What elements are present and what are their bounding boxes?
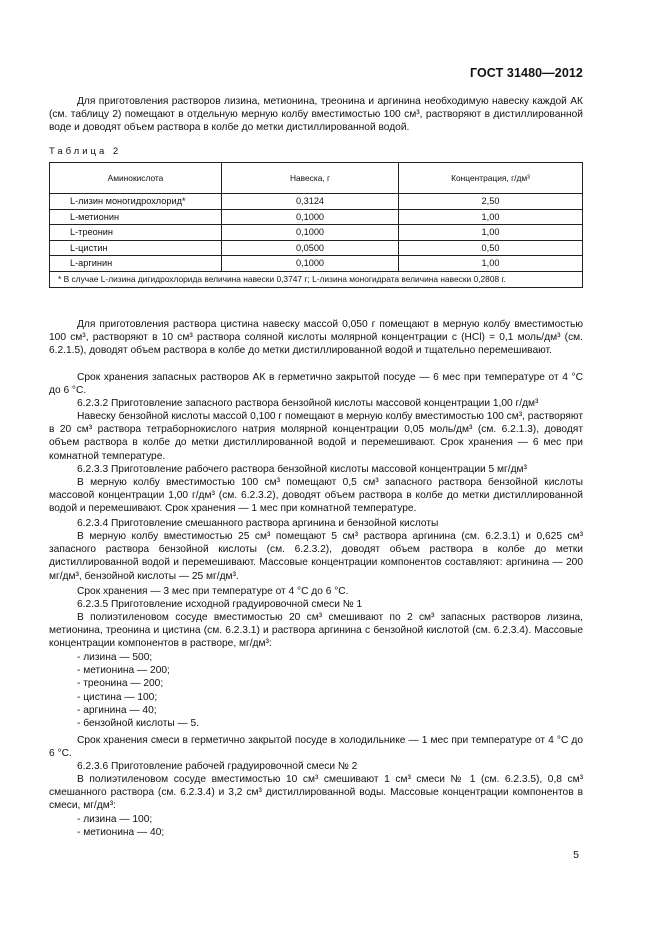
list-item: - метионина — 200; <box>77 665 170 677</box>
table-cell: L-метионин <box>50 209 222 225</box>
table-cell: 0,1000 <box>222 225 399 241</box>
table-cell: 0,50 <box>399 240 583 256</box>
cystine-paragraph: Для приготовления раствора цистина навеску массой 0,050 г помещают в мерную колбу вместимостью 100 см³, растворяют в 10 см³ раствора соляной кислоты молярной концентрации c (HCl) = 0,1 моль/дм³ (см. 6.2.1.5), доводят объем раствора в колбе до метки дистиллированной водой и тщательно перемешивают. <box>49 319 583 357</box>
table-cell: 1,00 <box>399 209 583 225</box>
table-footnote: * В случае L-лизина дигидрохлорида величина навески 0,3747 г; L-лизина моногидрата величина навески 0,2808 г. <box>50 271 583 287</box>
list-item: - бензойной кислоты — 5. <box>77 717 200 729</box>
table-row <box>50 240 583 256</box>
table-header-cell: Аминокислота <box>50 163 222 194</box>
section-6-2-3-5-heading: 6.2.3.5 Приготовление исходной градуировочной смеси № 1 <box>77 599 363 610</box>
benzoic-working-paragraph: В мерную колбу вместимостью 100 см³ помещают 0,5 см³ запасного раствора бензойной кислоты массовой концентрации 1,00 г/дм³ (см. 6.2.3.2), доводят объем раствора в колбе до метки дистиллированной водой и перемешивают. Срок хранения — 1 мес при комнатной температуре. <box>49 477 583 515</box>
table-cell: 2,50 <box>399 194 583 210</box>
table-cell: 0,1000 <box>222 209 399 225</box>
table-header-cell: Концентрация, г/дм³ <box>399 163 583 194</box>
table-cell: 1,00 <box>399 256 583 272</box>
amino-acid-table <box>49 162 583 288</box>
table-row <box>50 256 583 272</box>
mixture-1-concentrations <box>77 651 199 730</box>
section-6-2-3-6-heading: 6.2.3.6 Приготовление рабочей градуировочной смеси № 2 <box>77 761 358 772</box>
table-caption: Таблица 2 <box>49 146 122 157</box>
storage-paragraph: Срок хранения запасных растворов АК в герметично закрытой посуде — 6 мес при температуре от 4 °C до 6 °C. <box>49 372 583 397</box>
list-item: - аргинина — 40; <box>77 704 157 716</box>
table-header-row <box>50 163 583 194</box>
mixed-storage-paragraph: Срок хранения — 3 мес при температуре от 4 °C до 6 °C. <box>77 586 349 597</box>
mixture-1-storage-paragraph: Срок хранения смеси в герметично закрытой посуде в холодильнике — 1 мес при температуре от 4 °C до 6 °C. <box>49 735 583 760</box>
table-cell: 1,00 <box>399 225 583 241</box>
mixture-2-paragraph: В полиэтиленовом сосуде вместимостью 10 см³ смешивают 1 см³ смеси № 1 (см. 6.2.3.5), 0,8 см³ смешанного раствора (см. 6.2.3.4) и 3,2 см³ дистиллированной воды. Массовые концентрации компонентов в смеси, мг/дм³: <box>49 774 583 812</box>
list-item: - лизина — 100; <box>77 814 153 825</box>
table-row <box>50 194 583 210</box>
table-cell: 0,1000 <box>222 256 399 272</box>
section-6-2-3-2-heading: 6.2.3.2 Приготовление запасного раствора бензойной кислоты массовой концентрации 1,00 г/дм³ <box>77 398 539 409</box>
list-item: - лизина — 500; <box>77 652 153 663</box>
section-6-2-3-4-heading: 6.2.3.4 Приготовление смешанного раствора аргинина и бензойной кислоты <box>77 518 439 529</box>
table-cell: 0,0500 <box>222 240 399 256</box>
list-item: - треонина — 200; <box>77 678 164 690</box>
mixed-solution-paragraph: В мерную колбу вместимостью 25 см³ помещают 5 см³ раствора аргинина (см. 6.2.3.1) и 0,625 см³ запасного раствора бензойной кислоты (см. 6.2.3.2), доводят объем раствора в колбе до метки дистиллированной водой и перемешивают. Массовые концентрации компонентов составляют: аргинина — 200 мг/дм³, бензойной кислоты — 25 мг/дм³. <box>49 531 583 582</box>
document-header: ГОСТ 31480—2012 <box>469 66 583 80</box>
table-row <box>50 225 583 241</box>
table-cell: L-треонин <box>50 225 222 241</box>
intro-paragraph: Для приготовления растворов лизина, метионина, треонина и аргинина необходимую навеску каждой АК (см. таблицу 2) помещают в отдельную мерную колбу вместимостью 100 см³, растворяют в дистиллированной воде и доводят объем раствора в колбе до метки дистиллированной водой. <box>49 96 583 134</box>
table-row <box>50 209 583 225</box>
table-note-row <box>50 271 583 287</box>
table-cell: L-цистин <box>50 240 222 256</box>
list-item: - цистина — 100; <box>77 691 158 703</box>
benzoic-stock-paragraph: Навеску бензойной кислоты массой 0,100 г помещают в мерную колбу вместимостью 100 см³, растворяют в 20 см³ раствора тетраборнокислого натрия молярной концентрации 0,05 моль/дм³ (см. 6.2.1.3), доводят объем раствора в колбе до метки дистиллированной водой и перемешивают. Срок хранения — 6 мес при комнатной температуре. <box>49 411 583 462</box>
table-cell: L-лизин моногидрохлорид* <box>50 194 222 210</box>
mixture-2-concentrations <box>77 813 164 839</box>
mixture-1-paragraph: В полиэтиленовом сосуде вместимостью 20 см³ смешивают по 2 см³ запасных растворов лизина, метионина, треонина и цистина (см. 6.2.3.1) и раствора аргинина с бензойной кислотой (см. 6.2.3.4). Массовые концентрации компонентов в растворе, мг/дм³: <box>49 612 583 650</box>
table-cell: L-аргинин <box>50 256 222 272</box>
table-cell: 0,3124 <box>222 194 399 210</box>
list-item: - метионина — 40; <box>77 827 165 839</box>
table-header-cell: Навеска, г <box>222 163 399 194</box>
page-number: 5 <box>573 849 579 861</box>
section-6-2-3-3-heading: 6.2.3.3 Приготовление рабочего раствора бензойной кислоты массовой концентрации 5 мг/дм³ <box>77 464 527 475</box>
